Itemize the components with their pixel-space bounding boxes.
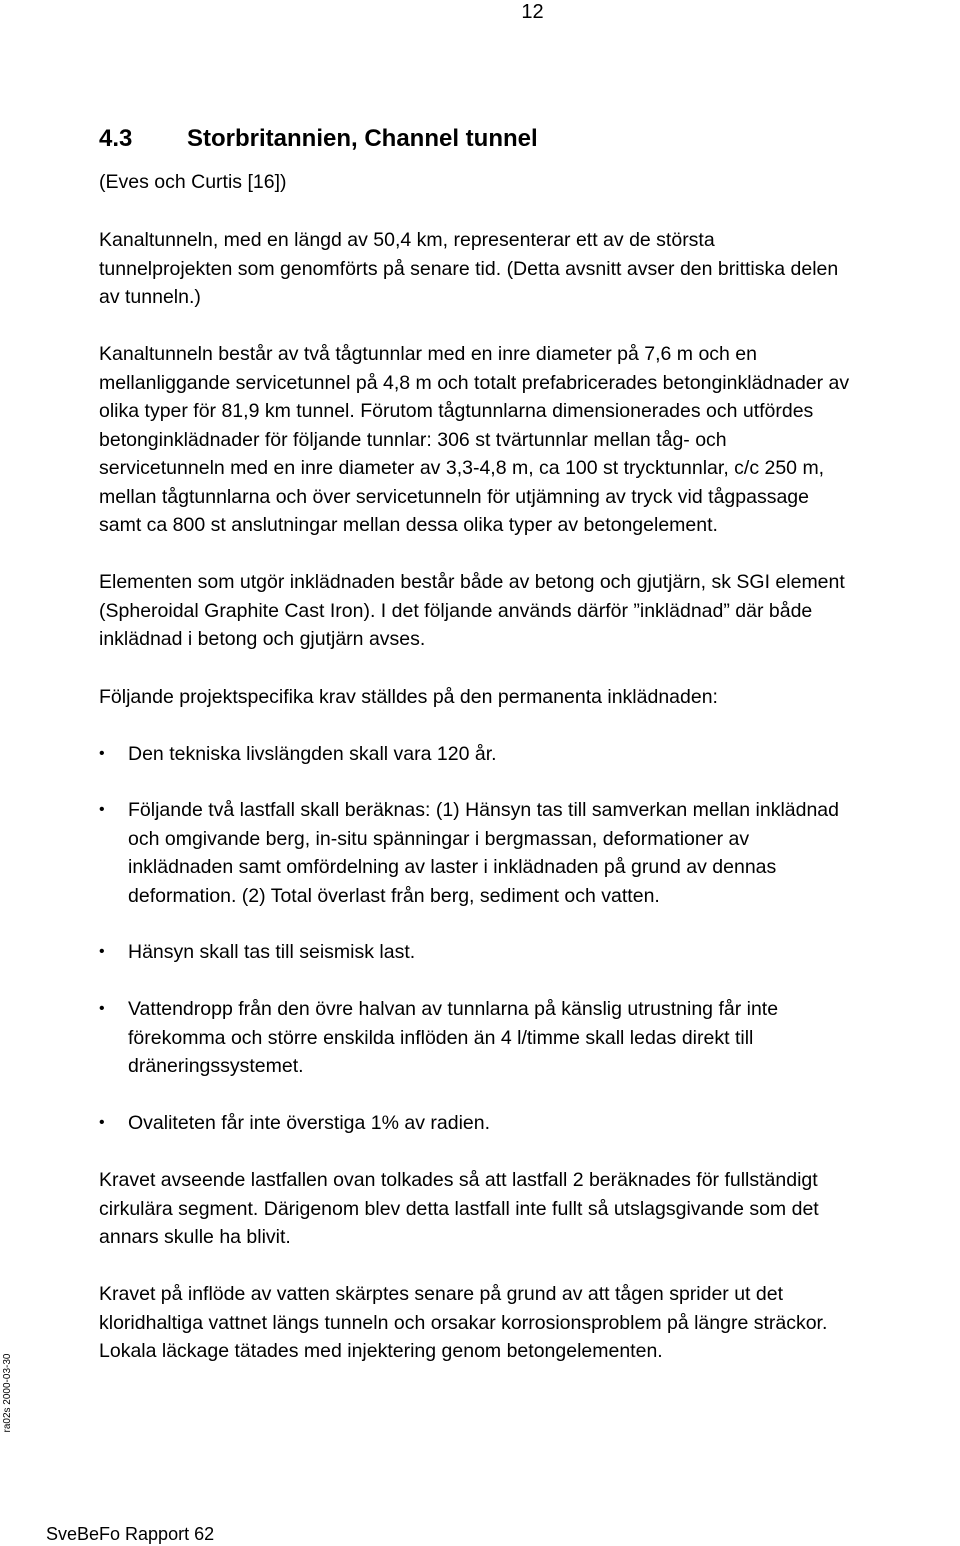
requirement-line: deformation. (2) Total överlast från berg, sediment och vatten. <box>128 884 660 907</box>
requirement-line: inklädnaden samt omfördelning av laster i inklädnaden på grund av dennas <box>128 856 777 878</box>
paragraph-line: Kanaltunneln består av två tågtunnlar med en inre diameter på 7,6 m och en <box>99 343 757 365</box>
paragraph-line: mellanliggande servicetunnel på 4,8 m och totalt prefabricerades betonginklädnader av <box>99 371 850 394</box>
paragraph-line: cirkulära segment. Därigenom blev detta lastfall inte fullt så utslagsgivande som det <box>99 1197 819 1220</box>
bullet-icon: • <box>99 1000 105 1017</box>
page-number: 12 <box>521 1 544 23</box>
lining-elements-paragraph <box>99 568 845 654</box>
paragraph-line: Kravet avseende lastfallen ovan tolkades så att lastfall 2 beräknades för fullständigt <box>99 1169 818 1191</box>
bullet-icon: • <box>99 1114 105 1131</box>
bullet-icon: • <box>99 943 105 960</box>
requirement-line: Den tekniska livslängden skall vara 120 år. <box>128 743 497 765</box>
paragraph-line: Elementen som utgör inklädnaden består både av betong och gjutjärn, sk SGI element <box>99 571 845 593</box>
paragraph-line: betonginklädnader för följande tunnlar: 306 st tvärtunnlar mellan tåg- och <box>99 428 727 451</box>
requirement-text <box>128 1109 490 1138</box>
requirement-line: och omgivande berg, in-situ spänningar i bergmassan, deformationer av <box>128 827 750 850</box>
source-reference <box>99 168 286 197</box>
paragraph-line: Kravet på inflöde av vatten skärptes senare på grund av att tågen sprider ut det <box>99 1283 784 1305</box>
paragraph-line: inklädnad i betong och gjutjärn avses. <box>99 628 426 650</box>
section-number: 4.3 <box>99 125 133 152</box>
intro-paragraph <box>99 226 838 312</box>
source-reference-line: (Eves och Curtis [16]) <box>99 171 287 193</box>
tunnel-description-paragraph <box>99 340 849 540</box>
paragraph-line: tunnelprojekten som genomförts på senare tid. (Detta avsnitt avser den brittiska delen <box>99 257 839 280</box>
paragraph-line: Följande projektspecifika krav ställdes på den permanenta inklädnaden: <box>99 686 718 708</box>
paragraph-line: annars skulle ha blivit. <box>99 1226 291 1248</box>
paragraph-line: Kanaltunneln, med en längd av 50,4 km, representerar ett av de största <box>99 229 715 251</box>
water-inflow-paragraph <box>99 1280 827 1366</box>
requirements-intro <box>99 683 718 712</box>
requirement-line: dräneringssystemet. <box>128 1055 304 1077</box>
bullet-icon: • <box>99 801 105 818</box>
requirement-line: Hänsyn skall tas till seismisk last. <box>128 941 416 963</box>
paragraph-line: av tunneln.) <box>99 286 201 308</box>
paragraph-line: olika typer för 81,9 km tunnel. Förutom tågtunnlarna dimensionerades och utfördes <box>99 400 814 422</box>
section-heading <box>99 124 538 154</box>
load-case-paragraph <box>99 1166 819 1252</box>
requirement-text <box>128 740 497 769</box>
requirement-text <box>128 796 839 910</box>
requirement-text <box>128 938 415 967</box>
requirement-text <box>128 995 778 1081</box>
paragraph-line: kloridhaltiga vattnet längs tunneln och orsakar korrosionsproblem på längre sträckor. <box>99 1311 828 1334</box>
paragraph-line: Lokala läckage tätades med injektering genom betongelementen. <box>99 1340 663 1362</box>
paragraph-line: mellan tågtunnlarna och över servicetunneln för utjämning av tryck vid tågpassage <box>99 485 809 508</box>
paragraph-line: servicetunneln med en inre diameter av 3,3-4,8 m, ca 100 st trycktunnlar, c/c 250 m, <box>99 457 825 479</box>
paragraph-line: (Spheroidal Graphite Cast Iron). I det följande används därför ”inklädnad” där både <box>99 599 813 622</box>
requirement-line: Vattendropp från den övre halvan av tunnlarna på känslig utrustning får inte <box>128 998 779 1020</box>
requirement-line: Ovaliteten får inte överstiga 1% av radien. <box>128 1112 491 1134</box>
report-footer: SveBeFo Rapport 62 <box>46 1524 215 1544</box>
bullet-icon: • <box>99 745 105 762</box>
requirement-line: förekomma och större enskilda inflöden än 4 l/timme skall ledas direkt till <box>128 1026 754 1049</box>
section-title: Storbritannien, Channel tunnel <box>187 125 538 152</box>
paragraph-line: samt ca 800 st anslutningar mellan dessa olika typer av betongelement. <box>99 514 718 536</box>
requirement-line: Följande två lastfall skall beräknas: (1) Hänsyn tas till samverkan mellan inklädnad <box>128 799 839 821</box>
document-version-label: ra02s 2000-03-30 <box>2 1353 13 1433</box>
